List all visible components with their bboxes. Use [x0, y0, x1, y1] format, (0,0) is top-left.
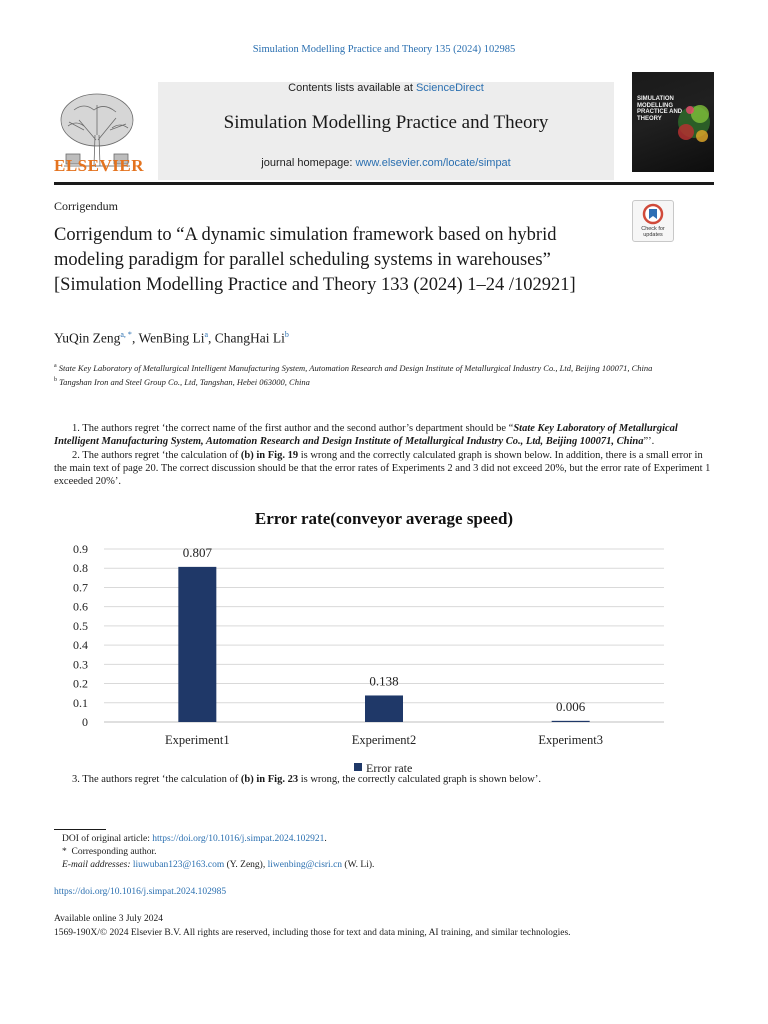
footnote-label: DOI of original article:	[62, 834, 153, 844]
author-affil-mark[interactable]: a	[204, 330, 209, 339]
available-online: Available online 3 July 2024	[54, 914, 164, 924]
journal-reference[interactable]: Simulation Modelling Practice and Theory 135 (2024) 102985	[252, 44, 516, 55]
paragraph-3	[54, 774, 716, 785]
copyright-notice: 1569-190X/© 2024 Elsevier B.V. All rights are reserved, including those for text and data mining, AI training, and similar technologies.	[54, 928, 571, 938]
paragraph-text: is wrong and the correctly calculated graph is shown below. In addition, there is a small error in the main text of page 20. The correct discussion should be that the error rates of Experiments 2 and 3 did not exceed 20%, but the error rate of Experiment 1 exceeded 20%’.	[54, 450, 711, 487]
author-affil-mark[interactable]: b	[284, 330, 289, 339]
affiliations	[54, 360, 654, 388]
chart-title: Error rate(conveyor average speed)	[254, 509, 514, 528]
data-label: 0.006	[556, 698, 586, 714]
author-name[interactable]: WenBing Li	[138, 330, 205, 346]
email-footnote	[54, 859, 714, 872]
y-tick-label: 0.5	[73, 618, 88, 633]
y-tick-label: 0.3	[73, 657, 88, 672]
homepage-line	[158, 157, 614, 169]
bar-experiment3	[552, 721, 590, 722]
cover-art-image	[670, 92, 714, 162]
email-link-zeng[interactable]: liuwuban123@163.com	[132, 860, 225, 870]
cover-title: SIMULATION MODELLING PRACTICE AND THEORY	[637, 96, 683, 122]
masthead	[158, 82, 614, 180]
footnote-label: E-mail addresses:	[62, 860, 133, 870]
error-rate-bar-chart	[54, 506, 714, 776]
article-doi-link[interactable]: https://doi.org/10.1016/j.simpat.2024.102985	[54, 887, 227, 897]
paragraph-text: 2. The authors regret ‘the calculation of	[72, 450, 241, 461]
footnote-divider	[54, 829, 106, 830]
affiliation	[54, 360, 654, 374]
journal-homepage-link[interactable]: www.elsevier.com/locate/simpat	[355, 157, 511, 169]
body-text	[54, 422, 716, 489]
affiliation-text: Tangshan Iron and Steel Group Co., Ltd, Tangshan, Hebei 063000, China	[59, 376, 310, 387]
y-tick-label: 0.6	[73, 599, 88, 614]
y-tick-label: 0	[82, 715, 88, 729]
author-list	[54, 330, 289, 347]
paragraph-text: is wrong, the correctly calculated graph is shown below’.	[298, 774, 541, 785]
paragraph-text: 1. The authors regret ‘the correct name of the first author and the second author’s department should be “	[72, 423, 514, 434]
footnote-text: Corresponding author.	[71, 847, 157, 857]
author-separator: ,	[208, 330, 215, 346]
paragraph-2	[54, 449, 716, 488]
affiliation	[54, 374, 654, 388]
author-name[interactable]: YuQin Zeng	[54, 330, 121, 346]
footnote-punct: .	[324, 834, 327, 844]
check-for-updates-button[interactable]	[632, 200, 674, 242]
paragraph-1	[54, 422, 716, 448]
journal-cover	[632, 72, 714, 172]
sciencedirect-link[interactable]: ScienceDirect	[415, 82, 484, 94]
author-name[interactable]: ChangHai Li	[214, 330, 285, 346]
y-tick-label: 0.9	[73, 542, 88, 556]
journal-header	[54, 72, 714, 184]
corresponding-footnote	[54, 846, 714, 859]
y-tick-label: 0.1	[73, 695, 88, 710]
y-tick-label: 0.4	[73, 638, 88, 653]
article-title: Corrigendum to “A dynamic simulation framework based on hybrid modeling paradigm for parallel scheduling systems in warehouses” [Simulation Modelling Practice and Theory 133 (2024) 1–24 /102921]	[54, 225, 576, 295]
paragraph-italic-text: State Key Laboratory of Metallurgical Intelligent Manufacturing System, Automation Research and Design Institute of Metallurgical Industry Co., Ltd, Beijing 100071, China	[54, 423, 678, 447]
footnotes	[54, 833, 714, 872]
check-updates-icon	[633, 201, 673, 227]
homepage-prefix: journal homepage:	[261, 157, 356, 169]
contents-line	[158, 82, 614, 94]
legend-label: Error rate	[366, 761, 413, 775]
legend-swatch	[354, 763, 362, 771]
paragraph-text: 3. The authors regret ‘the calculation of	[72, 774, 241, 785]
bar-experiment1	[178, 567, 216, 722]
author-separator: ,	[131, 330, 139, 346]
x-tick-label: Experiment1	[165, 733, 230, 747]
footnote-text: (Y. Zeng),	[224, 860, 268, 870]
footnote-text: (W. Li).	[342, 860, 375, 870]
affiliation-mark: b	[54, 376, 57, 383]
affiliation-mark: a	[54, 363, 57, 369]
publisher-name: ELSEVIER	[54, 156, 144, 175]
figure-reference[interactable]: (b) in Fig. 23	[240, 774, 299, 785]
check-updates-label: Check for updates	[641, 226, 665, 238]
doi-original-footnote	[54, 833, 714, 846]
journal-title: Simulation Modelling Practice and Theory	[223, 112, 549, 133]
y-tick-label: 0.7	[73, 580, 88, 595]
y-tick-label: 0.2	[73, 676, 88, 691]
original-doi-link[interactable]: https://doi.org/10.1016/j.simpat.2024.102921	[152, 834, 325, 844]
footnote-mark: *	[62, 847, 67, 857]
email-link-li[interactable]: liwenbing@cisri.cn	[267, 860, 343, 870]
x-tick-label: Experiment3	[538, 733, 603, 747]
article-type: Corrigendum	[54, 199, 118, 213]
bar-experiment2	[365, 695, 403, 722]
x-tick-label: Experiment2	[351, 733, 417, 747]
affiliation-text: State Key Laboratory of Metallurgical Intelligent Manufacturing System, Automation Research and Design Institute of Metallurgical Industry Co., Ltd, Beijing 100071, China	[58, 362, 653, 373]
contents-prefix: Contents lists available at	[288, 82, 416, 94]
paragraph-text: ”’.	[643, 436, 655, 447]
header-divider	[54, 182, 714, 185]
data-label: 0.138	[369, 673, 399, 689]
data-label: 0.807	[182, 544, 212, 560]
y-tick-label: 0.8	[73, 561, 88, 576]
author-affil-mark[interactable]: a, *	[120, 330, 132, 339]
figure-reference[interactable]: (b) in Fig. 19	[240, 450, 299, 461]
